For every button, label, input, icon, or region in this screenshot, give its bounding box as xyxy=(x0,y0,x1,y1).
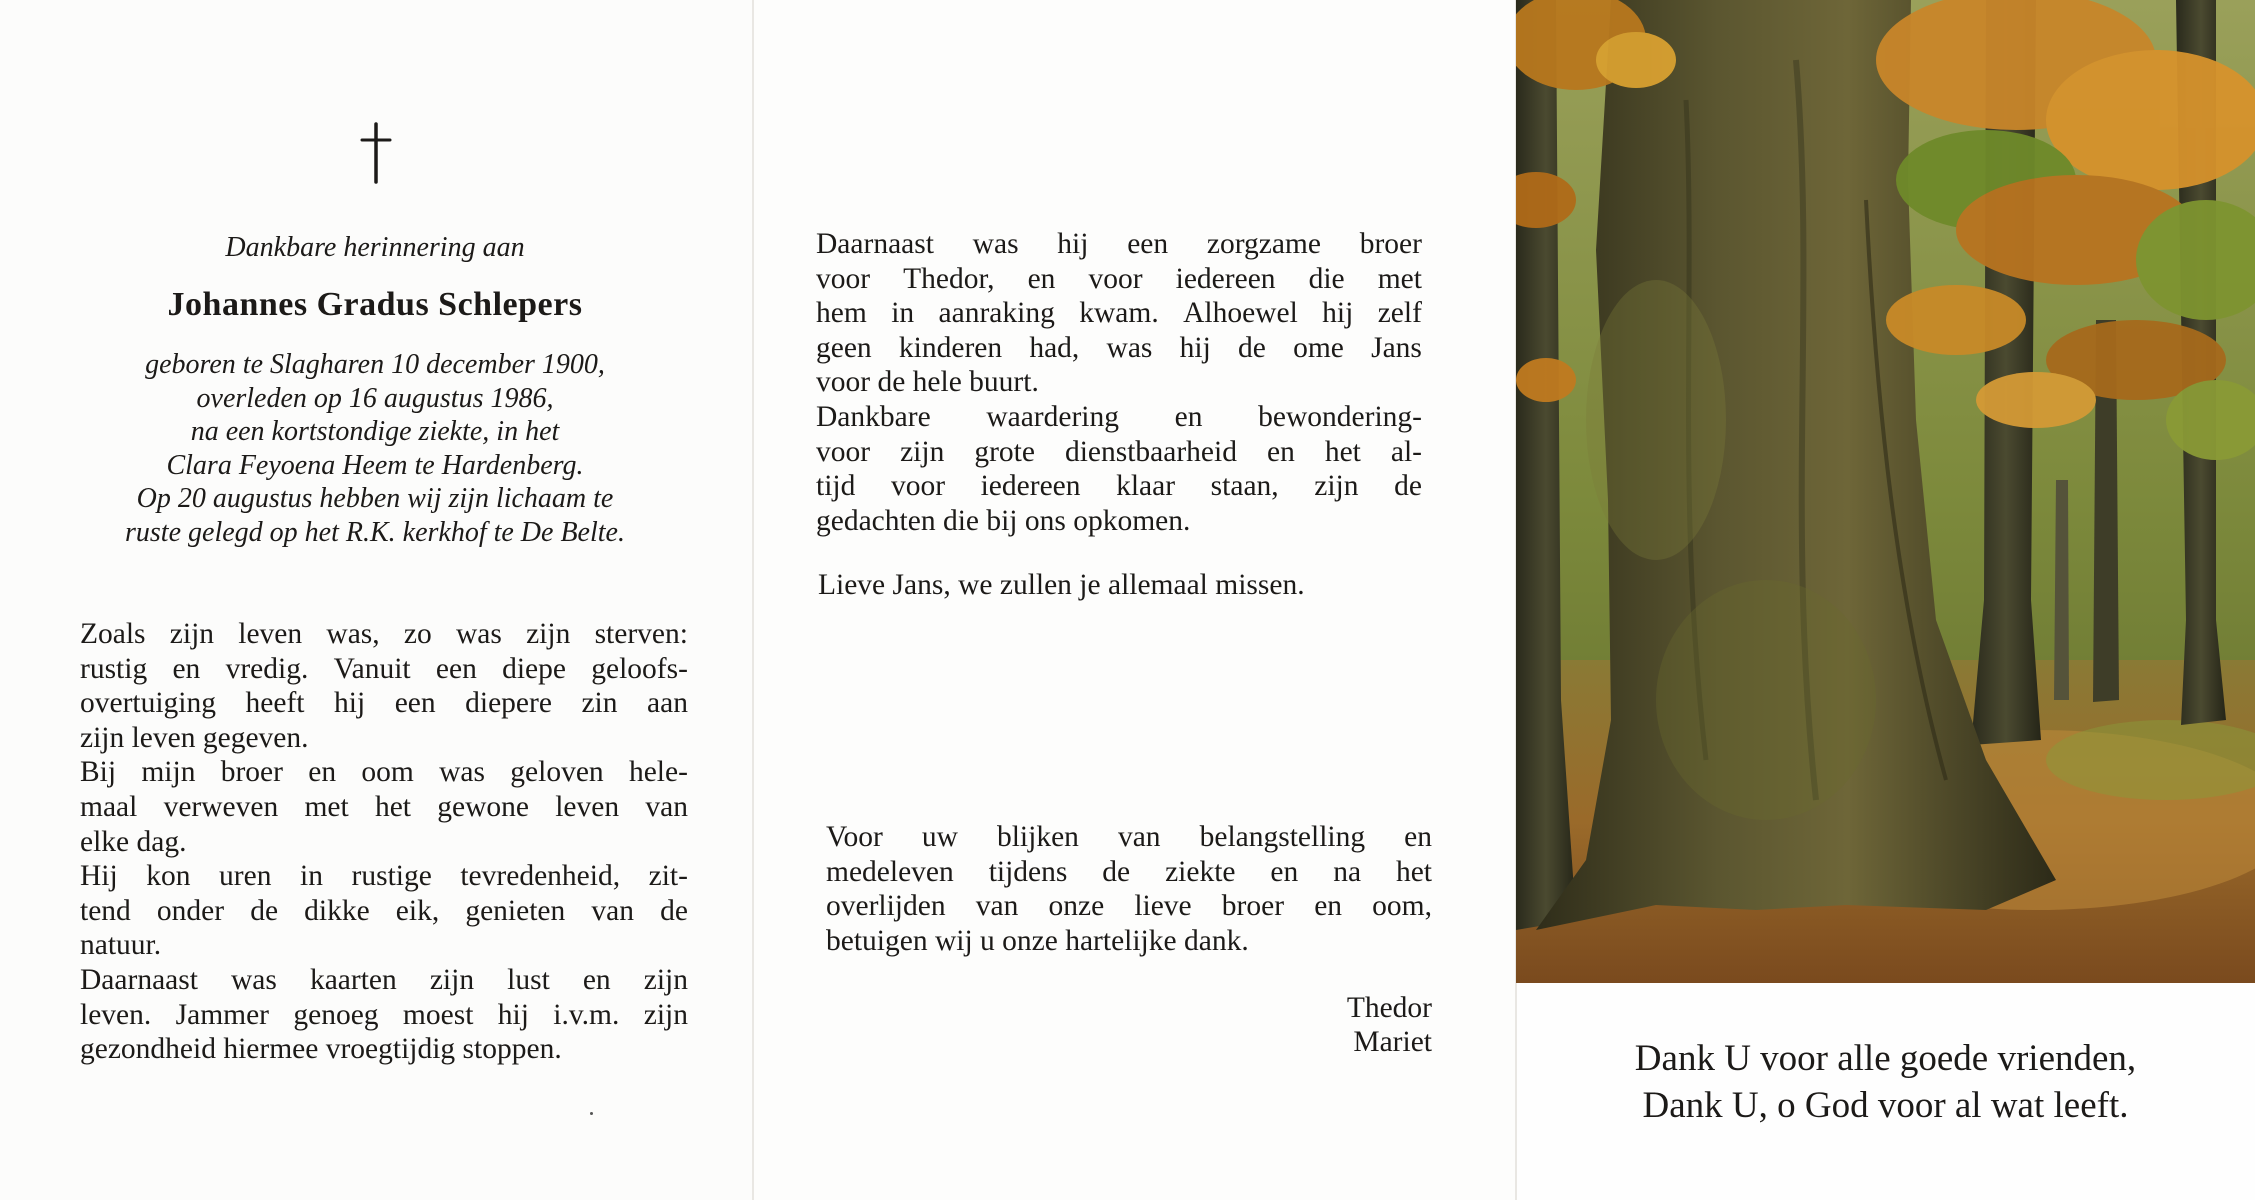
detail-line: overleden op 16 augustus 1986, xyxy=(196,382,554,414)
text-line: gezondheid hiermee vroegtijdig stoppen. xyxy=(80,1033,562,1066)
thanks-text xyxy=(826,820,1432,958)
signature-thedor: Thedor xyxy=(1346,992,1432,1024)
text-line: Hij kon uren in rustige tevredenheid, zit- xyxy=(80,860,688,893)
page-fold-left xyxy=(752,0,754,1200)
text-line: Daarnaast was kaarten zijn lust en zijn xyxy=(80,963,688,996)
detail-line: Op 20 augustus hebben wij zijn lichaam te xyxy=(136,483,614,514)
farewell-line: Lieve Jans, we zullen je allemaal missen. xyxy=(818,569,1305,601)
text-line: Voor uw blijken van belangstelling en xyxy=(826,821,1432,853)
deceased-name: Johannes Gradus Schlepers xyxy=(167,286,583,323)
signature-mariet: Mariet xyxy=(1353,1026,1432,1058)
text-line: zijn leven gegeven. xyxy=(80,721,309,754)
intro-text: Dankbare herinnering aan xyxy=(225,232,525,263)
text-line: natuur. xyxy=(80,929,162,962)
text-line: betuigen wij u onze hartelijke dank. xyxy=(826,924,1249,957)
text-line: voor zijn grote dienstbaarheid en het al- xyxy=(816,435,1422,468)
text-line: Daarnaast was hij een zorgzame broer xyxy=(816,228,1422,260)
text-line: voor Thedor, en voor iedereen die met xyxy=(816,262,1422,295)
text-line: hem in aanraking kwam. Alhoewel hij zelf xyxy=(816,297,1422,330)
text-line: leven. Jammer genoeg moest hij i.v.m. zijn xyxy=(80,998,688,1031)
text-line: tijd voor iedereen klaar staan, zijn de xyxy=(816,470,1422,503)
cross-icon xyxy=(358,122,394,184)
text-line: geen kinderen had, was hij de ome Jans xyxy=(816,331,1422,364)
text-line: elke dag. xyxy=(80,825,187,858)
text-line: maal verweven met het gewone leven van xyxy=(80,790,688,823)
detail-line: na een kortstondige ziekte, in het xyxy=(190,416,560,447)
autumn-trees-photo xyxy=(1516,0,2255,983)
text-line: medeleven tijdens de ziekte en na het xyxy=(826,855,1432,888)
detail-line: ruste gelegd op het R.K. kerkhof te De Belte. xyxy=(125,516,625,548)
memorial-text-middle xyxy=(816,227,1422,538)
detail-line: Clara Feyoena Heem te Hardenberg. xyxy=(166,449,584,481)
text-line: Bij mijn broer en oom was geloven hele- xyxy=(80,756,688,789)
text-line: gedachten die bij ons opkomen. xyxy=(816,504,1191,537)
text-line: Zoals zijn leven was, zo was zijn sterven: xyxy=(80,618,688,650)
verse xyxy=(1516,1035,2255,1129)
verse-line: Dank U, o God voor al wat leeft. xyxy=(1642,1085,2129,1126)
detail-line: geboren te Slagharen 10 december 1900, xyxy=(145,349,605,380)
memorial-text-left xyxy=(80,617,688,1067)
life-details xyxy=(60,348,690,549)
paper-speck xyxy=(590,1112,593,1115)
text-line: overlijden van onze lieve broer en oom, xyxy=(826,890,1432,923)
text-line: rustig en vredig. Vanuit een diepe geloofs- xyxy=(80,652,688,685)
signatures xyxy=(1240,991,1432,1059)
text-line: tend onder de dikke eik, genieten van de xyxy=(80,894,688,927)
text-line: Dankbare waardering en bewondering- xyxy=(816,400,1422,433)
text-line: voor de hele buurt. xyxy=(816,366,1039,399)
verse-line: Dank U voor alle goede vrienden, xyxy=(1634,1038,2137,1079)
text-line: overtuiging heeft hij een diepere zin aan xyxy=(80,687,688,720)
